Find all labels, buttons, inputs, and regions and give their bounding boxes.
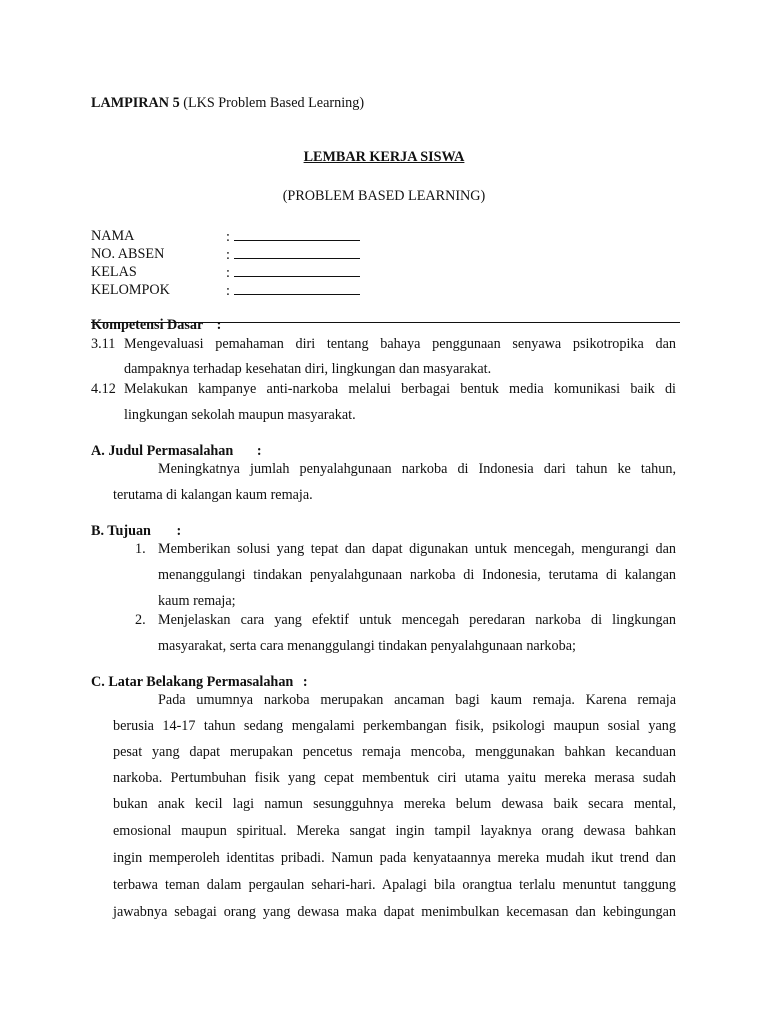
latar-text-line: narkoba. Pertumbuhan fisik yang cepat membentuk ciri utama yaitu mereka merasa sudah <box>113 770 676 786</box>
section-c-heading: C. Latar Belakang Permasalahan : <box>91 674 308 690</box>
lampiran-header <box>91 94 364 112</box>
field-absen-input[interactable]: : <box>226 245 360 264</box>
kompetensi-heading: Kompetensi Dasar : <box>91 317 222 333</box>
page-title: LEMBAR KERJA SISWA <box>303 149 465 165</box>
field-kelas-label: KELAS <box>91 264 137 280</box>
section-a-text-line: Meningkatnya jumlah penyalahgunaan narkoba di Indonesia dari tahun ke tahun, <box>158 461 676 477</box>
section-a-text-line: terutama di kalangan kaum remaja. <box>113 487 313 503</box>
page-subtitle: (PROBLEM BASED LEARNING) <box>282 188 486 204</box>
kd-text-line: Mengevaluasi pemahaman diri tentang bahaya penggunaan senyawa psikotropika dan <box>124 336 676 352</box>
blank-line <box>234 263 360 277</box>
blank-line <box>234 281 360 295</box>
kd-text-line: Melakukan kampanye anti-narkoba melalui berbagai bentuk media komunikasi baik di <box>124 381 676 397</box>
lampiran-label: LAMPIRAN 5 <box>91 95 180 111</box>
section-b-heading: B. Tujuan : <box>91 523 182 539</box>
kd-text-line: lingkungan sekolah maupun masyarakat. <box>124 407 356 423</box>
tujuan-number: 1. <box>135 541 146 557</box>
blank-line <box>234 245 360 259</box>
section-a-heading: A. Judul Permasalahan : <box>91 443 262 459</box>
kd-number: 4.12 <box>91 381 116 397</box>
kompetensi-rule <box>91 322 680 323</box>
latar-text-line: emosional maupun spiritual. Mereka sangat ingin tampil layaknya orang dewasa bahkan <box>113 823 676 839</box>
tujuan-text-line: Memberikan solusi yang tepat dan dapat digunakan untuk mencegah, mengurangi dan <box>158 541 676 557</box>
tujuan-text-line: masyarakat, serta cara menanggulangi tindakan penyalahgunaan narkoba; <box>158 638 576 654</box>
field-kelompok-label: KELOMPOK <box>91 282 170 298</box>
kd-text-line: dampaknya terhadap kesehatan diri, lingkungan dan masyarakat. <box>124 361 492 377</box>
latar-text-line: jawabnya sebagai orang yang dewasa maka dapat menimbulkan kecemasan dan kebingungan <box>113 904 676 920</box>
tujuan-number: 2. <box>135 612 146 628</box>
latar-text-line: terbawa teman dalam pergaulan sehari-hari. Apalagi bila orangtua terlalu menuntut tanggung <box>113 877 676 893</box>
latar-text-line: ingin memperoleh identitas pribadi. Namun pada kenyataannya mereka mudah ikut trend dan <box>113 850 676 866</box>
latar-text-line: pesat yang dapat merupakan pencetus remaja mencoba, menggunakan bahkan kecanduan <box>113 744 676 760</box>
latar-text-line: Pada umumnya narkoba merupakan ancaman bagi kaum remaja. Karena remaja <box>158 692 676 708</box>
tujuan-text-line: kaum remaja; <box>158 593 236 609</box>
latar-text-line: berusia 14-17 tahun sedang mengalami perkembangan fisik, psikologi maupun sosial yang <box>113 718 676 734</box>
field-nama-label: NAMA <box>91 228 135 244</box>
field-kelompok-input[interactable]: : <box>226 281 360 300</box>
lampiran-description: (LKS Problem Based Learning) <box>183 95 365 111</box>
kd-number: 3.11 <box>91 336 116 352</box>
tujuan-text-line: menanggulangi tindakan penyalahgunaan narkoba di Indonesia, terutama di kalangan <box>158 567 676 583</box>
field-kelas-input[interactable]: : <box>226 263 360 282</box>
field-nama-input[interactable]: : <box>226 227 360 246</box>
blank-line <box>234 227 360 241</box>
tujuan-text-line: Menjelaskan cara yang efektif untuk mencegah peredaran narkoba di lingkungan <box>158 612 676 628</box>
latar-text-line: bukan anak kecil lagi namun sesungguhnya mereka belum dewasa baik secara mental, <box>113 796 676 812</box>
field-absen-label: NO. ABSEN <box>91 246 165 262</box>
